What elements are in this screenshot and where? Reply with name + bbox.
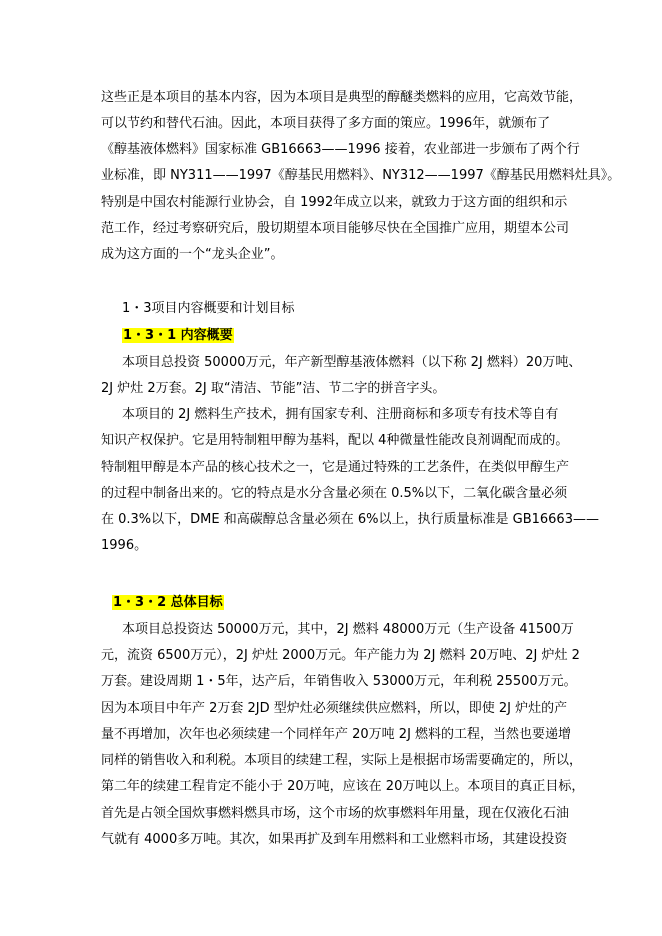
- paragraph-line: 知识产权保护。它是用特制粗甲醇为基料，配以 4种微量性能改良剂调配而成的。: [101, 433, 569, 448]
- paragraph-line: 本项目的 2J 燃料生产技术，拥有国家专利、注册商标和多项专有技术等自有: [122, 407, 559, 422]
- paragraph-line: 万套。建设周期 1・5年，达产后，年销售收入 53000万元，年利税 25500万元。: [101, 674, 577, 689]
- intro-line: 《醇基液体燃料》国家标准 GB16663——1996 接着，农业部进一步颁布了两个行: [101, 142, 580, 157]
- paragraph-line: 气就有 4000多万吨。其次，如果再扩及到车用燃料和工业燃料市场，其建设投资: [101, 832, 568, 847]
- paragraph-line: 元，流资 6500万元），2J 炉灶 2000万元。年产能力为 2J 燃料 20万吨、2J 炉灶 2: [101, 648, 580, 663]
- intro-line: 这些正是本项目的基本内容，因为本项目是典型的醇醚类燃料的应用，它高效节能，: [101, 90, 583, 105]
- paragraph-line: 同样的销售收入和利税。本项目的续建工程，实际上是根据市场需要确定的，所以，: [101, 753, 583, 768]
- section-heading: 1・3项目内容概要和计划目标: [122, 301, 295, 316]
- intro-line: 可以节约和替代石油。因此，本项目获得了多方面的策应。1996年，就颁布了: [101, 116, 551, 131]
- paragraph-line: 2J 炉灶 2万套。2J 取“清洁、节能”洁、节二字的拼音字头。: [101, 381, 446, 396]
- paragraph-line: 1996。: [101, 538, 148, 553]
- paragraph-line: 量不再增加，次年也必须续建一个同样年产 20万吨 2J 燃料的工程，当然也要递增: [101, 727, 572, 742]
- paragraph-line: 本项目总投资 50000万元，年产新型醇基液体燃料（以下称 2J 燃料）20万吨、: [122, 355, 582, 370]
- paragraph-line: 首先是占领全国炊事燃料燃具市场，这个市场的炊事燃料年用量，现在仅液化石油: [101, 806, 570, 821]
- paragraph-line: 第二年的续建工程肯定不能小于 20万吨，应该在 20万吨以上。本项目的真正目标，: [101, 779, 585, 794]
- paragraph-line: 的过程中制备出来的。它的特点是水分含量必须在 0.5%以下，二氧化碳含量必须: [101, 486, 568, 501]
- paragraph-line: 在 0.3%以下，DME 和高碳醇总含量必须在 6%以上，执行质量标准是 GB16663——: [101, 512, 599, 527]
- subsection-heading: [112, 594, 224, 612]
- subsection-heading: [122, 327, 234, 345]
- intro-line: 特别是中国农村能源行业协会，自 1992年成立以来，就致力于这方面的组织和示: [101, 195, 568, 210]
- highlighted-heading: 1・3・1 内容概要: [123, 328, 233, 343]
- intro-line: 业标准，即 NY311——1997《醇基民用燃料》、NY312——1997《醇基民用燃料灶具》。: [101, 168, 621, 183]
- highlighted-heading: 1・3・2 总体目标: [113, 595, 223, 610]
- paragraph-line: 因为本项目中年产 2万套 2JD 型炉灶必须继续供应燃料，所以，即使 2J 炉灶的产: [101, 701, 568, 716]
- paragraph-line: 本项目总投资达 50000万元，其中，2J 燃料 48000万元（生产设备 41500万: [122, 622, 574, 637]
- paragraph-line: 特制粗甲醇是本产品的核心技术之一，它是通过特殊的工艺条件，在类似甲醇生产: [101, 460, 570, 475]
- intro-line: 成为这方面的一个“龙头企业”。: [101, 247, 284, 262]
- intro-line: 范工作，经过考察研究后，殷切期望本项目能够尽快在全国推广应用，期望本公司: [101, 221, 570, 236]
